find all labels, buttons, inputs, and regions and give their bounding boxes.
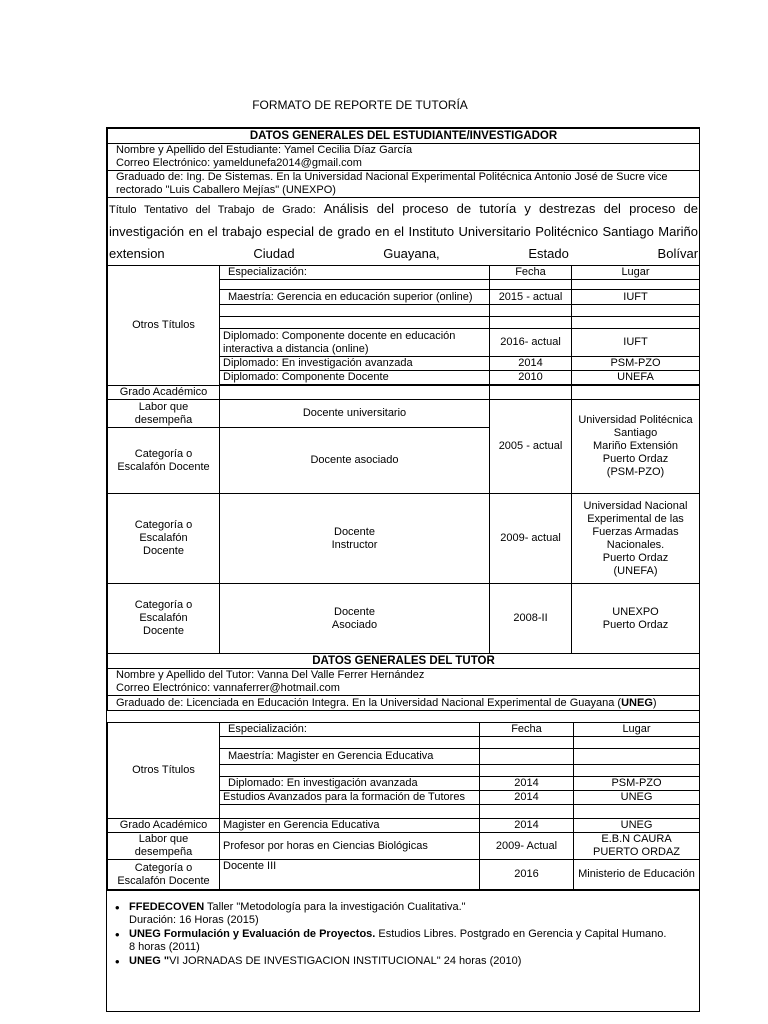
list-item: • UNEG "VI JORNADAS DE INVESTIGACION INSTITUCIONAL" 24 horas (2010) bbox=[115, 955, 699, 968]
tutor-academic-degree-value: Magister en Gerencia Educativa bbox=[220, 819, 480, 833]
tutor-graduated: Graduado de: Licenciada en Educación Integra. En la Universidad Nacional Experimental de Guayana (UNEG) bbox=[108, 696, 700, 711]
student-job-value: Docente universitario bbox=[220, 400, 490, 428]
student-col-especializacion: Especialización: bbox=[220, 266, 490, 280]
student-period-1: 2005 - actual bbox=[490, 400, 572, 494]
title-name: Estudios Avanzados para la formación de Tutores bbox=[220, 791, 480, 805]
title-date: 2014 bbox=[490, 357, 572, 371]
tutor-academic-degree-label: Grado Académico bbox=[108, 819, 220, 833]
student-job-label: Labor que desempeña bbox=[108, 400, 220, 428]
title-place: UNEFA bbox=[572, 371, 700, 385]
courses-section bbox=[107, 890, 699, 1011]
title-place bbox=[574, 749, 700, 765]
student-graduated-line1: Graduado de: Ing. De Sistemas. En la Universidad Nacional Experimental Politécnica Antonio José de Sucre vice bbox=[116, 171, 668, 183]
tutor-email: Correo Electrónico: vannaferrer@hotmail.com bbox=[116, 682, 340, 694]
title-name: Diplomado: Componente Docente bbox=[220, 371, 490, 385]
thesis-title: Análisis del proceso de tutoría y destrezas del proceso de investigación en el trabajo especial de grado en el Instituto Universitario Politécnico Santiago Mariño extension Ciudad Guayana, Estado Bolívar bbox=[109, 201, 699, 261]
student-place-3: UNEXPO Puerto Ordaz bbox=[572, 584, 700, 654]
tutor-name: Nombre y Apellido del Tutor: Vanna Del Valle Ferrer Hernández bbox=[116, 669, 425, 681]
student-place-2: Universidad Nacional Experimental de las Fuerzas Armadas Nacionales. Puerto Ordaz (UNEFA) bbox=[572, 494, 700, 584]
student-category-value-2: Docente Instructor bbox=[220, 494, 490, 584]
title-date: 2016- actual bbox=[490, 329, 572, 357]
student-table bbox=[107, 128, 700, 654]
student-academic-degree-label: Grado Académico bbox=[108, 386, 220, 400]
tutor-col-lugar: Lugar bbox=[574, 723, 700, 737]
title-name: Diplomado: Componente docente en educación interactiva a distancia (online) bbox=[220, 329, 490, 357]
title-date: 2015 - actual bbox=[490, 290, 572, 305]
student-category-label-1: Categoría o Escalafón Docente bbox=[108, 428, 220, 494]
title-name: Diplomado: En investigación avanzada bbox=[220, 777, 480, 791]
title-place: PSM-PZO bbox=[572, 357, 700, 371]
document-title: FORMATO DE REPORTE DE TUTORÍA bbox=[252, 98, 468, 112]
student-section-header: DATOS GENERALES DEL ESTUDIANTE/INVESTIGADOR bbox=[108, 129, 700, 144]
title-place: PSM-PZO bbox=[574, 777, 700, 791]
tutor-table bbox=[107, 653, 700, 890]
tutor-category-place: Ministerio de Educación bbox=[574, 860, 700, 890]
courses-list bbox=[107, 891, 699, 975]
tutor-category-value: Docente III bbox=[220, 860, 480, 890]
tutor-category-date: 2016 bbox=[480, 860, 574, 890]
list-item: • UNEG Formulación y Evaluación de Proyectos. Estudios Libres. Postgrado en Gerencia y Capital Humano. 8 horas (2011) bbox=[115, 928, 699, 954]
title-place: UNEG bbox=[574, 791, 700, 805]
tutor-category-label: Categoría o Escalafón Docente bbox=[108, 860, 220, 890]
title-date: 2010 bbox=[490, 371, 572, 385]
student-name: Nombre y Apellido del Estudiante: Yamel Cecilia Díaz García bbox=[116, 144, 413, 156]
title-name: Diplomado: En investigación avanzada bbox=[220, 357, 490, 371]
student-category-label-3: Categoría o Escalafón Docente bbox=[108, 584, 220, 654]
tutor-job-value: Profesor por horas en Ciencias Biológicas bbox=[220, 833, 480, 860]
title-name: Maestría: Gerencia en educación superior (online) bbox=[220, 290, 490, 305]
report-form bbox=[106, 127, 700, 1012]
tutor-col-fecha: Fecha bbox=[480, 723, 574, 737]
student-col-lugar: Lugar bbox=[572, 266, 700, 280]
tutor-job-place: E.B.N CAURA PUERTO ORDAZ bbox=[574, 833, 700, 860]
student-category-value-1: Docente asociado bbox=[220, 428, 490, 494]
title-place: IUFT bbox=[572, 329, 700, 357]
list-item: • FFEDECOVEN Taller "Metodología para la investigación Cualitativa." Duración: 16 Horas (2015) bbox=[115, 901, 699, 927]
student-graduated-line2: rectorado "Luis Caballero Mejías" (UNEXPO) bbox=[116, 184, 336, 196]
student-col-fecha: Fecha bbox=[490, 266, 572, 280]
tutor-job-label: Labor que desempeña bbox=[108, 833, 220, 860]
student-period-3: 2008-II bbox=[490, 584, 572, 654]
tutor-other-titles-label: Otros Títulos bbox=[108, 723, 220, 819]
title-date: 2014 bbox=[480, 791, 574, 805]
student-category-label-2: Categoría o Escalafón Docente bbox=[108, 494, 220, 584]
student-category-value-3: Docente Asociado bbox=[220, 584, 490, 654]
title-name: Maestría: Magister en Gerencia Educativa bbox=[220, 749, 480, 765]
title-date bbox=[480, 749, 574, 765]
tutor-col-especializacion: Especialización: bbox=[220, 723, 480, 737]
title-date: 2014 bbox=[480, 777, 574, 791]
student-period-2: 2009- actual bbox=[490, 494, 572, 584]
title-place: IUFT bbox=[572, 290, 700, 305]
tutor-section-header: DATOS GENERALES DEL TUTOR bbox=[108, 654, 700, 669]
student-place-1: Universidad Politécnica Santiago Mariño Extensión Puerto Ordaz (PSM-PZO) bbox=[572, 400, 700, 494]
student-other-titles-label: Otros Títulos bbox=[108, 266, 220, 386]
tutor-academic-degree-date: 2014 bbox=[480, 819, 574, 833]
thesis-label: Título Tentativo del Trabajo de Grado: bbox=[109, 204, 316, 216]
tutor-job-date: 2009- Actual bbox=[480, 833, 574, 860]
student-email: Correo Electrónico: yameldunefa2014@gmail.com bbox=[116, 157, 362, 169]
tutor-academic-degree-place: UNEG bbox=[574, 819, 700, 833]
